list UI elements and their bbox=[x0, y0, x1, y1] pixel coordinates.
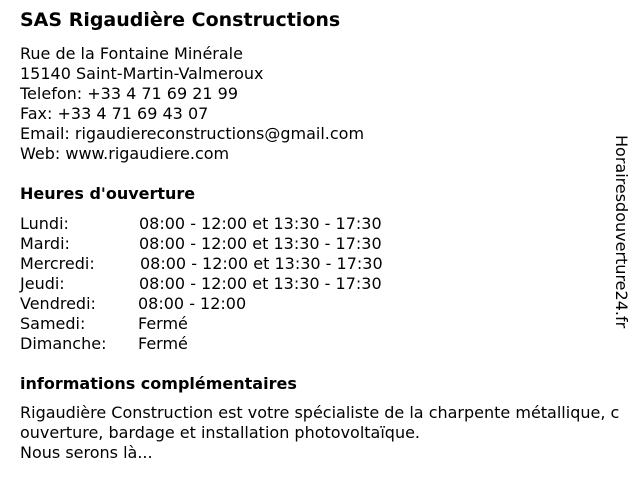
address-city: 15140 Saint-Martin-Valmeroux bbox=[20, 64, 264, 83]
hours-tuesday: 08:00 - 12:00 et 13:30 - 17:30 bbox=[139, 234, 382, 253]
company-name: SAS Rigaudière Constructions bbox=[20, 9, 341, 31]
email-address[interactable]: Email: rigaudiereconstructions@gmail.com bbox=[20, 124, 365, 143]
day-label-wednesday: Mercredi: bbox=[20, 254, 95, 273]
day-label-friday: Vendredi: bbox=[20, 294, 96, 313]
day-label-thursday: Jeudi: bbox=[20, 274, 65, 293]
hours-friday: 08:00 - 12:00 bbox=[138, 294, 247, 313]
info-heading: informations complémentaires bbox=[20, 374, 297, 393]
site-watermark: Horairesdouverture24.fr bbox=[612, 135, 631, 329]
phone-number[interactable]: Telefon: +33 4 71 69 21 99 bbox=[20, 84, 239, 103]
info-description bbox=[20, 403, 620, 463]
website-link[interactable]: Web: www.rigaudiere.com bbox=[20, 144, 230, 163]
hours-thursday: 08:00 - 12:00 et 13:30 - 17:30 bbox=[139, 274, 382, 293]
fax-number: Fax: +33 4 71 69 43 07 bbox=[20, 104, 209, 123]
hours-wednesday: 08:00 - 12:00 et 13:30 - 17:30 bbox=[140, 254, 383, 273]
hours-monday: 08:00 - 12:00 et 13:30 - 17:30 bbox=[139, 214, 382, 233]
day-label-saturday: Samedi: bbox=[20, 314, 86, 333]
info-text: Rigaudière Construction est votre spécialiste de la charpente métallique, couverture, bardage et installation photovoltaïque. bbox=[20, 403, 620, 442]
opening-hours-heading: Heures d'ouverture bbox=[20, 184, 196, 203]
day-label-sunday: Dimanche: bbox=[20, 334, 107, 353]
hours-saturday: Fermé bbox=[138, 314, 188, 333]
day-label-tuesday: Mardi: bbox=[20, 234, 70, 253]
address-street: Rue de la Fontaine Minérale bbox=[20, 44, 243, 63]
day-label-monday: Lundi: bbox=[20, 214, 69, 233]
info-more: Nous serons là... bbox=[20, 443, 153, 462]
hours-sunday: Fermé bbox=[138, 334, 188, 353]
